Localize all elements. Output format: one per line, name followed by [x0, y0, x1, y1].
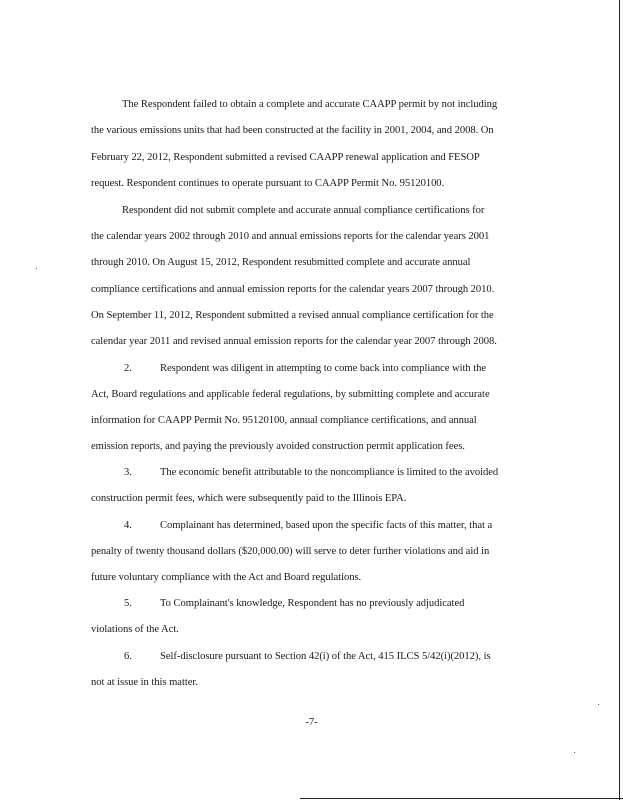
- item-number: 4.: [124, 520, 132, 531]
- text-line: Self-disclosure pursuant to Section 42(i) of the Act, 415 ILCS 5/42(i)(2012), is: [160, 651, 491, 662]
- text-line: The economic benefit attributable to the noncompliance is limited to the avoided: [160, 467, 499, 478]
- text-line: calendar year 2011 and revised annual emission reports for the calendar year 2007 through 2008.: [91, 336, 497, 347]
- text-line: penalty of twenty thousand dollars ($20,000.00) will serve to deter further violations and aid in: [91, 546, 490, 557]
- text-line: not at issue in this matter.: [91, 677, 198, 688]
- text-line: Respondent did not submit complete and accurate annual compliance certifications for: [122, 205, 485, 216]
- item-number: 2.: [124, 363, 132, 374]
- text-line: On September 11, 2012, Respondent submitted a revised annual compliance certification for the: [91, 310, 494, 321]
- text-line: the calendar years 2002 through 2010 and annual emissions reports for the calendar years 2001: [91, 231, 490, 242]
- text-line: the various emissions units that had been constructed at the facility in 2001, 2004, and 2008. On: [91, 125, 494, 136]
- text-line: Respondent was diligent in attempting to come back into compliance with the: [160, 363, 487, 374]
- text-line: To Complainant's knowledge, Respondent has no previously adjudicated: [160, 598, 465, 609]
- scan-speck: [36, 268, 37, 269]
- item-number: 6.: [124, 651, 132, 662]
- scan-speck: [598, 704, 599, 705]
- text-line: Complainant has determined, based upon the specific facts of this matter, that a: [160, 520, 493, 531]
- scan-edge-right: [619, 0, 620, 800]
- text-line: violations of the Act.: [91, 624, 179, 635]
- text-line: construction permit fees, which were subsequently paid to the Illinois EPA.: [91, 493, 407, 504]
- text-line: request. Respondent continues to operate pursuant to CAAPP Permit No. 95120100.: [91, 178, 445, 189]
- page-number: -7-: [305, 717, 318, 728]
- text-line: The Respondent failed to obtain a complete and accurate CAAPP permit by not including: [122, 99, 498, 110]
- text-line: information for CAAPP Permit No. 95120100, annual compliance certifications, and annual: [91, 415, 477, 426]
- scan-speck: [574, 752, 575, 753]
- text-line: Act, Board regulations and applicable federal regulations, by submitting complete and accurate: [91, 389, 490, 400]
- item-number: 5.: [124, 598, 132, 609]
- text-line: emission reports, and paying the previously avoided construction permit application fees.: [91, 441, 465, 452]
- item-number: 3.: [124, 467, 132, 478]
- text-line: through 2010. On August 15, 2012, Respondent resubmitted complete and accurate annual: [91, 257, 471, 268]
- text-line: future voluntary compliance with the Act and Board regulations.: [91, 572, 362, 583]
- text-line: February 22, 2012, Respondent submitted a revised CAAPP renewal application and FESOP: [91, 152, 480, 163]
- scan-edge-bottom: [300, 798, 623, 799]
- text-line: compliance certifications and annual emission reports for the calendar years 2007 through 2010.: [91, 284, 495, 295]
